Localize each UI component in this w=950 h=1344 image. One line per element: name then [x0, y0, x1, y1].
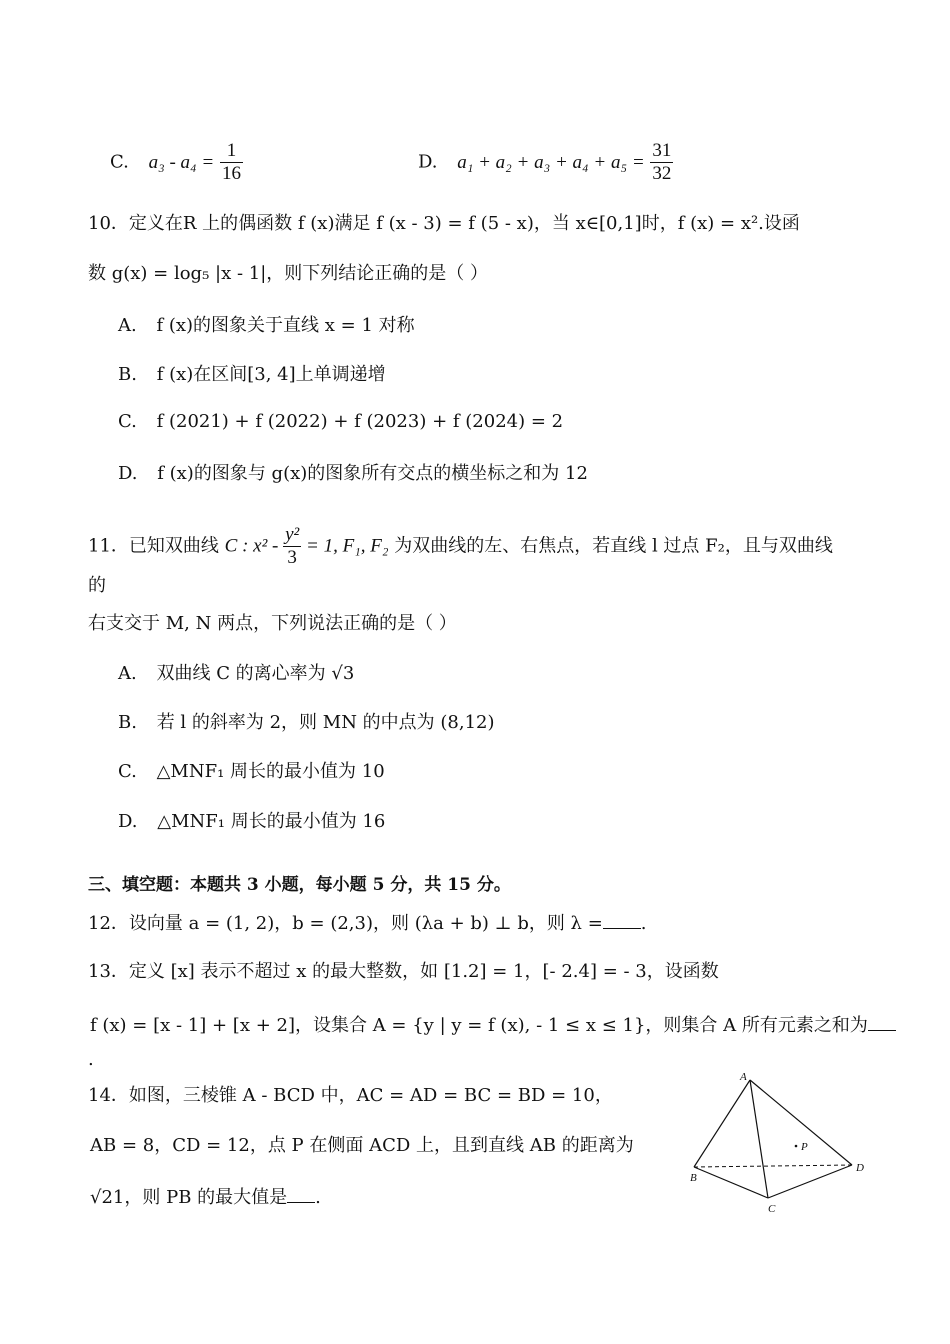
q11-option-b-label: B. — [118, 712, 137, 733]
q14-line3-text: √21，则 PB 的最大值是 — [90, 1187, 288, 1208]
q13-line2-text: f (x) = [x - 1] + [x + 2]，设集合 A = {y | y = f (x), - 1 ≤ x ≤ 1}，则集合 A 所有元素之和为 — [90, 1015, 868, 1036]
q11-option-c — [118, 760, 385, 784]
section-3-heading: 三、填空题：本题共 3 小题，每小题 5 分，共 15 分。 — [88, 875, 511, 895]
q11-hyperbola-eq: C : x² - — [224, 535, 284, 557]
q10-option-c-label: C. — [118, 411, 137, 432]
q9-option-c-num: 1 — [220, 140, 243, 163]
q14-line2: AB = 8，CD = 12，点 P 在侧面 ACD 上，且到直线 AB 的距离为 — [90, 1135, 634, 1156]
q11-stem-line1: 11．已知双曲线 C : x² - $\frac{\text{y²}}{3}$ = 1, F₁, F₂ 为双曲线的左、右焦点，若直线 l 过点 F₂，且与双曲线 — [88, 524, 833, 568]
edge-cd — [768, 1165, 852, 1198]
q13-line2 — [90, 1012, 896, 1038]
q10-option-d — [118, 462, 588, 486]
label-d: D — [856, 1162, 864, 1174]
q14-line3-end: . — [315, 1187, 321, 1208]
q11-option-a-label: A. — [118, 663, 137, 684]
edge-bd-hidden — [694, 1165, 852, 1167]
q11-option-d — [118, 810, 385, 834]
label-c: C — [768, 1203, 776, 1215]
q10-option-a — [118, 314, 415, 338]
q14-line3 — [90, 1184, 321, 1210]
q9-option-c-fraction — [220, 140, 243, 185]
q10-option-a-label: A. — [118, 315, 137, 336]
q12: 12．设向量 a = (1, 2)，b = (2,3)，则 (λa + b) ⊥ b，则 λ = . — [88, 910, 647, 936]
q9-option-d-den: 32 — [652, 163, 672, 184]
q13-line3: . — [88, 1049, 94, 1070]
q10-option-c-text: f (2021) + f (2022) + f (2023) + f (2024) = 2 — [156, 411, 564, 432]
q9-option-c-den: 16 — [221, 163, 241, 184]
q10-option-a-text: f (x)的图象关于直线 x = 1 对称 — [156, 315, 415, 336]
q10-stem-line2: 数 g(x) = log₅ |x - 1|，则下列结论正确的是（ ） — [88, 263, 488, 284]
q11-option-d-text: △MNF₁ 周长的最小值为 16 — [157, 811, 386, 832]
q10-option-d-text: f (x)的图象与 g(x)的图象所有交点的横坐标之和为 12 — [157, 463, 588, 484]
q11-option-a-text: 双曲线 C 的离心率为 √3 — [156, 663, 355, 684]
q9-option-d-fraction — [650, 140, 673, 185]
q14-answer-blank — [287, 1184, 315, 1203]
q10-option-b-label: B. — [118, 364, 137, 385]
q10-stem-line1: 10．定义在R 上的偶函数 f (x)满足 f (x - 3) = f (5 - x)，当 x∈[0,1]时，f (x) = x².设函 — [88, 213, 800, 234]
q10-option-b-text: f (x)在区间[3, 4]上单调递增 — [156, 364, 386, 385]
q10-option-c — [118, 410, 563, 434]
q9-option-d-num: 31 — [652, 140, 672, 161]
q13-answer-blank — [868, 1012, 896, 1031]
q11-stem-prefix: 11．已知双曲线 — [88, 535, 219, 557]
pyramid-figure — [680, 1068, 870, 1218]
q11-stem-line3: 右支交于 M, N 两点，下列说法正确的是（ ） — [88, 613, 457, 634]
label-b: B — [690, 1172, 697, 1184]
label-p: P — [801, 1141, 808, 1153]
q11-stem-line2: 的 — [88, 575, 106, 596]
q11-stem-suffix: 为双曲线的左、右焦点，若直线 l 过点 F₂，且与双曲线 — [394, 535, 833, 557]
q11-option-b-text: 若 l 的斜率为 2，则 MN 的中点为 (8,12) — [156, 712, 495, 733]
label-a: A — [740, 1071, 747, 1083]
q9-option-c-label: C. — [110, 151, 129, 173]
q11-option-a — [118, 662, 354, 686]
q9-option-c-expr: a₃ - a₄ = — [148, 151, 215, 173]
q11-option-c-label: C. — [118, 761, 137, 782]
q9-option-c — [110, 140, 243, 185]
q10-option-d-label: D. — [118, 463, 138, 484]
q11-option-b — [118, 711, 495, 735]
q9-option-d-expr: a₁ + a₂ + a₃ + a₄ + a₅ = — [457, 151, 645, 173]
edge-ab — [694, 1080, 750, 1167]
point-p — [795, 1145, 798, 1148]
q12-text: 12．设向量 a = (1, 2)，b = (2,3)，则 (λa + b) ⊥ b，则 λ = — [88, 913, 603, 934]
q11-option-c-text: △MNF₁ 周长的最小值为 10 — [156, 761, 385, 782]
q14-line1: 14．如图，三棱锥 A - BCD 中，AC = AD = BC = BD = 10， — [88, 1085, 613, 1106]
q9-option-d — [418, 140, 673, 185]
q11-option-d-label: D. — [118, 811, 138, 832]
q11-hyperbola-fraction: $\frac{\text{y²}}{3}$ — [285, 524, 300, 568]
edge-bc — [694, 1167, 768, 1198]
q9-option-d-label: D. — [418, 151, 438, 173]
q12-answer-blank — [603, 910, 641, 929]
edge-ac — [750, 1080, 768, 1198]
q13-line1: 13．定义 [x] 表示不超过 x 的最大整数，如 [1.2] = 1，[- 2.4] = - 3，设函数 — [88, 961, 719, 982]
q10-option-b — [118, 363, 386, 387]
